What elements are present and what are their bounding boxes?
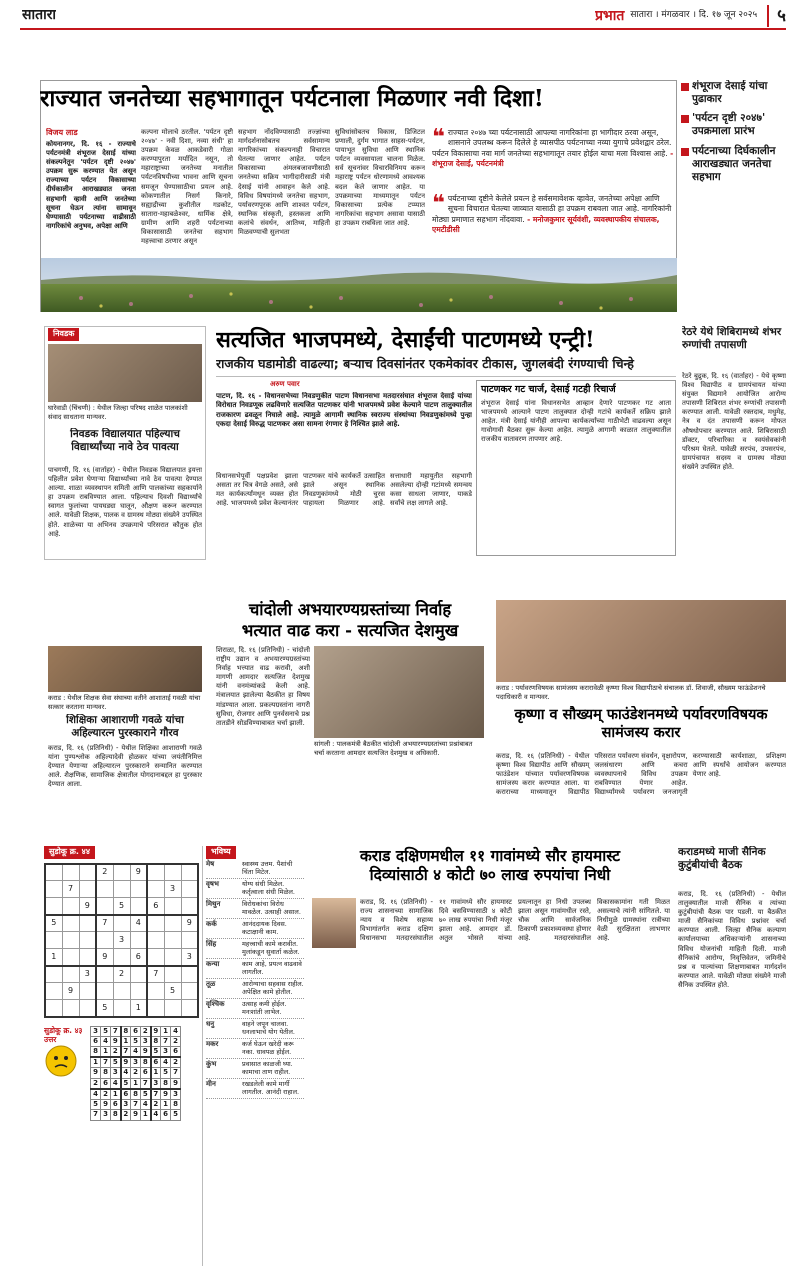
horoscope-row xyxy=(206,959,304,979)
sudoku-cell xyxy=(79,932,96,949)
sudoku-answer-cell: 1 xyxy=(131,1078,141,1089)
sudoku-answer-cell: 7 xyxy=(161,1036,171,1046)
sudoku-cell xyxy=(45,881,62,898)
sudoku-answer-cell: 1 xyxy=(121,1036,131,1046)
sudoku-answer-cell: 6 xyxy=(141,1068,151,1078)
story2-body: विधानसभेपूर्वी पक्षप्रवेश झाला असता तर चित्र वेगळे असते, असे मत कार्यकर्त्यांमधून व्यक्त होत आहे. भाजपमध्ये प्रवेश केल्यानंतर पाटणकर यांचे कार्यकर्ते उत्साहित झाले असून स्थानिक निवडणुकांमध्ये मोठी चुरस पाहायला मिळणार आहे. सत्ताधारी महायुतीत सहभागी असलेल्या दोन्ही गटांमध्ये समन्वय कसा साधला जाणार, याकडे सर्वांचे लक्ष लागले आहे. xyxy=(216,472,472,508)
sudoku-cell xyxy=(181,983,198,1000)
sudoku-answer-cell: 2 xyxy=(101,1089,111,1100)
horoscope-sign: मीन xyxy=(206,1079,216,1088)
sudoku-title: सुडोकू क्र. ४४ xyxy=(44,846,95,859)
sudoku-answer-cell: 6 xyxy=(151,1057,161,1068)
paper-logo: प्रभात xyxy=(594,7,625,24)
page-number: ५ xyxy=(767,5,786,27)
sudoku-cell xyxy=(62,932,79,949)
sudoku-cell: 3 xyxy=(79,966,96,983)
sudoku-answer-cell: 1 xyxy=(141,1110,151,1120)
horoscope-sign: कुंभ xyxy=(206,1059,217,1068)
emoji-thinking-icon xyxy=(44,1044,78,1078)
quote-mtdc-author: - मनोजकुमार सूर्यवंशी, व्यवस्थापकीय संचालक, एमटीडीसी xyxy=(432,214,660,235)
photo-mou xyxy=(496,600,786,682)
sudoku-cell xyxy=(113,983,130,1000)
sudoku-answer-cell: 4 xyxy=(101,1036,111,1046)
sudoku-answer-cell: 8 xyxy=(131,1089,141,1100)
sudoku-answer-cell: 1 xyxy=(101,1047,111,1058)
sudoku-answer-cell: 1 xyxy=(91,1057,101,1068)
sudoku-cell: 7 xyxy=(96,915,113,932)
sudoku-answer-cell: 8 xyxy=(111,1110,121,1120)
story2-byline: अरुण पवार xyxy=(270,380,300,388)
sudoku-answer-cell: 3 xyxy=(131,1057,141,1068)
sudoku-cell xyxy=(62,966,79,983)
photo-classroom xyxy=(48,344,202,402)
sudoku-grid xyxy=(44,863,200,1018)
sudoku-cell: 3 xyxy=(181,949,198,966)
sudoku-cell xyxy=(181,1000,198,1017)
sudoku-answer-cell: 9 xyxy=(111,1036,121,1046)
horoscope-text: वाहने जपून चालवा. धनलाभाचे योग येतील. xyxy=(242,1019,295,1036)
sudoku-cell xyxy=(130,932,147,949)
photo-caption: कराड : येथील शिक्षक सेवा संघाच्या वतीने आशाताई गवळी यांचा सत्कार करताना मान्यवर. xyxy=(48,694,201,711)
horoscope-row xyxy=(206,999,304,1019)
horoscope-text: प्रवासात काळजी घ्या. कामाचा ताण राहील. xyxy=(242,1059,293,1076)
sudoku-answer-cell: 9 xyxy=(141,1047,151,1058)
story3-body: शिराळा, दि. १६ (प्रतिनिधी) - चांदोली राष्ट्रीय उद्यान व अभयारण्यग्रस्तांच्या निर्वाह भत्त्यात वाढ करावी, अशी मागणी आमदार सत्यजित देशमुख यांनी वनमंत्र्यांकडे केली आहे. मंत्रालयात झालेल्या बैठकीत हा विषय मांडण्यात आला. प्रकल्पग्रस्तांना नागरी सुविधा, रोजगार आणि पुनर्वसनाचे प्रश्न तातडीने सोडविण्याबाबत चर्चा झाली. xyxy=(216,646,310,727)
sudoku-cell xyxy=(164,898,181,915)
horoscope-text: रखडलेली कामे मार्गी लागतील. आनंदी राहाल. xyxy=(242,1079,300,1096)
sudoku-answer-cell: 6 xyxy=(161,1110,171,1120)
sudoku-cell xyxy=(62,898,79,915)
sudoku-cell xyxy=(62,915,79,932)
photo-award xyxy=(48,646,202,692)
story2-box-title: पाटणकर गट चार्ज, देसाई गटही रिचार्ज xyxy=(481,384,616,395)
sudoku-answer-cell: 7 xyxy=(101,1057,111,1068)
horoscope-text: विरोधकांचा विरोध मावळेल. उत्साही असाल. xyxy=(242,899,301,916)
sudoku-answer-cell: 7 xyxy=(91,1110,101,1120)
sudoku-cell: 6 xyxy=(130,949,147,966)
sudoku-cell xyxy=(130,983,147,1000)
sudoku-answer-cell: 4 xyxy=(111,1078,121,1089)
left-headline-1: निवडक विद्यालयात पहिल्याच विद्यार्थ्यांच्या नावे ठेव पावत्या xyxy=(70,428,180,454)
sudoku-answer-cell: 3 xyxy=(171,1089,181,1100)
quote-icon: ❝ xyxy=(432,194,445,216)
sudoku-cell xyxy=(96,898,113,915)
sudoku-answer-cell: 5 xyxy=(171,1110,181,1120)
sudoku-cell xyxy=(45,898,62,915)
sudoku-answer-cell: 3 xyxy=(91,1026,101,1036)
sudoku-answer-cell: 7 xyxy=(111,1026,121,1036)
horoscope-title: भविष्य xyxy=(206,846,236,859)
horoscope-text: महत्त्वाची कामे करावीत. मुलांकडून सुवार्ता कळेल. xyxy=(242,939,300,956)
sudoku-cell: 5 xyxy=(164,983,181,1000)
horoscope-sign: कर्क xyxy=(206,919,217,928)
story6-headline: कराडमध्ये माजी सैनिक कुटुंबीयांची बैठक xyxy=(678,846,766,872)
horoscope-sign: धनु xyxy=(206,1019,215,1028)
sudoku-answer-cell: 2 xyxy=(171,1057,181,1068)
sudoku-cell xyxy=(45,983,62,1000)
lead-headline: राज्यात जनतेच्या सहभागातून पर्यटनाला मिळणार नवी दिशा! xyxy=(40,85,544,112)
sudoku-answer-cell: 2 xyxy=(131,1068,141,1078)
sudoku-answer-cell: 2 xyxy=(91,1078,101,1089)
sudoku-answer-cell: 4 xyxy=(141,1100,151,1110)
sudoku-cell xyxy=(147,881,164,898)
sudoku-answer-cell: 8 xyxy=(121,1026,131,1036)
sudoku-cell: 6 xyxy=(147,898,164,915)
sudoku-cell: 5 xyxy=(45,915,62,932)
horoscope-row xyxy=(206,939,304,959)
sudoku-answer-cell: 6 xyxy=(121,1089,131,1100)
lead-photo-landscape xyxy=(41,258,677,312)
sudoku-cell xyxy=(181,966,198,983)
sudoku-cell xyxy=(113,915,130,932)
sudoku-answer-cell: 5 xyxy=(121,1078,131,1089)
sudoku-answer-cell: 4 xyxy=(171,1026,181,1036)
sudoku-cell xyxy=(45,932,62,949)
horoscope-panel xyxy=(202,846,304,1266)
sudoku-cell xyxy=(147,932,164,949)
sudoku-cell: 9 xyxy=(79,898,96,915)
story2-headline: सत्यजित भाजपमध्ये, देसाईंची पाटणमध्ये एन्ट्री! xyxy=(216,327,595,353)
sudoku-answer-cell: 7 xyxy=(121,1047,131,1058)
sudoku-answer-cell: 5 xyxy=(151,1047,161,1058)
photo-mla-portrait xyxy=(312,898,356,948)
horoscope-text: आनंददायक दिवस. कटाक्षानी काम. xyxy=(242,919,287,936)
sudoku-answer-cell: 3 xyxy=(121,1100,131,1110)
sudoku-cell xyxy=(79,983,96,1000)
masthead xyxy=(595,5,786,27)
sudoku-cell: 3 xyxy=(164,881,181,898)
sudoku-answer-cell: 4 xyxy=(91,1089,101,1100)
sudoku-answer-cell: 7 xyxy=(171,1068,181,1078)
sudoku-answer-cell: 3 xyxy=(141,1036,151,1046)
sudoku-answer-cell: 3 xyxy=(111,1068,121,1078)
story6-body: कराड, दि. १६ (प्रतिनिधी) - येथील तालुक्यातील माजी सैनिक व त्यांच्या कुटुंबीयांची बैठक पार पडली. या बैठकीत माजी सैनिकांच्या विविध प्रश्नांवर चर्चा करण्यात आली. जिल्हा सैनिक कल्याण कार्यालयाच्या अधिकाऱ्यांनी शासनाच्या विविध योजनांची माहिती दिली. माजी सैनिकांचे आरोग्य, निवृत्तिवेतन, जमिनीचे प्रश्न व पाल्यांच्या शिक्षणाबाबत मार्गदर्शन करण्यात आले. यावेळी मोठ्या संख्येने माजी सैनिक उपस्थित होते. xyxy=(678,890,786,989)
sudoku-cell xyxy=(79,915,96,932)
right-headline: रेठरे येथे शिबिरामध्ये शंभर रुग्णांची तपासणी xyxy=(682,326,782,352)
horoscope-sign: वृश्चिक xyxy=(206,999,225,1008)
sudoku-answer-cell: 2 xyxy=(121,1110,131,1120)
sudoku-cell xyxy=(181,881,198,898)
sudoku-answer-cell: 6 xyxy=(111,1100,121,1110)
sudoku-answer-cell: 4 xyxy=(131,1047,141,1058)
horoscope-row xyxy=(206,979,304,999)
sudoku-cell xyxy=(79,864,96,881)
sudoku-cell xyxy=(62,949,79,966)
horoscope-text: योग्य संधी मिळेल. कर्तृत्वाला संधी मिळेल. xyxy=(242,879,295,896)
horoscope-sign: मकर xyxy=(206,1039,219,1048)
sudoku-answer-cell: 5 xyxy=(161,1068,171,1078)
sudoku-answer-cell: 1 xyxy=(161,1100,171,1110)
horoscope-row xyxy=(206,899,304,919)
sudoku-cell: 5 xyxy=(96,1000,113,1017)
sudoku-answer-cell: 9 xyxy=(131,1110,141,1120)
sudoku-cell xyxy=(62,1000,79,1017)
highlight-item: पर्यटनाच्या दिर्घकालीन आराखड्यात जनतेचा सहभाग xyxy=(681,145,783,184)
sudoku-cell: 9 xyxy=(181,915,198,932)
sudoku-answer-cell: 8 xyxy=(101,1068,111,1078)
highlight-item: 'पर्यटन दृष्टी २०४७' उपक्रमाला प्रारंभ xyxy=(681,112,783,138)
sudoku-cell: 1 xyxy=(45,949,62,966)
horoscope-sign: सिंह xyxy=(206,939,217,948)
left-body-1: पाचगणी, दि. १६ (वार्ताहर) - येथील निवडक विद्यालयात इयत्ता पहिलीत प्रवेश घेणाऱ्या विद्यार्थ्यांच्या नावे ठेव पावत्या देण्यात आल्या. शाळा व्यवस्थापन समिती आणि पालकांच्या सहकार्याने हा उपक्रम राबविण्यात आला. पहिल्याच दिवशी विद्यार्थ्यांचे स्वागत फुलांच्या पायघड्या घालून, औक्षण करून करण्यात आले. यावेळी शिक्षक, पालक व ग्रामस्थ मोठ्या संख्येने उपस्थित होते. शाळेच्या या अभिनव उपक्रमाचे परिसरात कौतुक होत आहे. xyxy=(48,466,202,538)
quote-minister-author: - शंभूराज देसाई, पर्यटनमंत्री xyxy=(432,148,674,169)
left-headline-2: शिक्षिका आशाराणी गवळे यांचा अहिल्यारत्न पुरस्काराने गौरव xyxy=(66,714,184,740)
sudoku-cell xyxy=(164,949,181,966)
sudoku-answer-cell: 3 xyxy=(151,1078,161,1089)
sudoku-answer-cell: 9 xyxy=(151,1026,161,1036)
sudoku-answer-cell: 3 xyxy=(101,1110,111,1120)
right-body: रेठरे बुद्रुक, दि. १६ (वार्ताहर) - येथे कृष्णा विश्व विद्यापीठ व ग्रामपंचायत यांच्या संयुक्त विद्यमाने आयोजित आरोग्य तपासणी शिबिरात शंभर रुग्णांची तपासणी करण्यात आली. यावेळी रक्तदाब, मधुमेह, नेत्र व दंत तपासणी करून मोफत औषधोपचार करण्यात आले. शिबिरासाठी डॉक्टर, परिचारिका व स्वयंसेवकांनी परिश्रम घेतले. यावेळी सरपंच, उपसरपंच, ग्रामपंचायत सदस्य व ग्रामस्थ मोठ्या संख्येने उपस्थित होते. xyxy=(682,372,786,471)
sudoku-answer-cell: 5 xyxy=(111,1057,121,1068)
sudoku-answer-cell: 9 xyxy=(161,1089,171,1100)
sudoku-answer-cell: 5 xyxy=(101,1026,111,1036)
story2-lead: पाटण, दि. १६ - विधानसभेच्या निवडणुकीत पाटण विधानसभा मतदारसंघात शंभूराज देसाई यांच्या विरोधात निवडणूक लढविणारे सत्यजित पाटणकर यांनी भाजपमध्ये प्रवेश केल्याने पाटण तालुक्यातील राजकारण ढवळून निघाले आहे. त्यामुळे आगामी स्थानिक स्वराज्य संस्थांच्या निवडणुकांमध्ये पुन्हा एकदा देसाई विरुद्ध पाटणकर असा सामना रंगणार हे निश्चित झाले आहे. xyxy=(216,392,472,429)
sudoku-cell xyxy=(147,983,164,1000)
sudoku-cell xyxy=(181,898,198,915)
sudoku-cell: 2 xyxy=(113,966,130,983)
sudoku-cell: 9 xyxy=(130,864,147,881)
sudoku-cell xyxy=(181,864,198,881)
sudoku-cell xyxy=(96,881,113,898)
edition-date: सातारा । मंगळवार । दि. १७ जून २०२५ xyxy=(630,10,758,21)
sudoku-answer-cell: 7 xyxy=(141,1078,151,1089)
photo-caption: घारेवाडी (चिंचणी) : येथील जिल्हा परिषद शाळेत पालकांशी संवाद साधताना मान्यवर. xyxy=(48,404,188,421)
sudoku-cell: 2 xyxy=(96,864,113,881)
sudoku-answer-cell: 5 xyxy=(131,1036,141,1046)
horoscope-row xyxy=(206,879,304,899)
sudoku-answer-cell: 8 xyxy=(141,1057,151,1068)
bullet-square-icon xyxy=(681,83,689,91)
section-label: निवडक xyxy=(48,328,79,341)
sudoku-cell xyxy=(164,966,181,983)
sudoku-answer-cell: 2 xyxy=(151,1100,161,1110)
horoscope-text: स्वास्थ्य उत्तम. पैशांची चिंता मिटेल. xyxy=(242,859,293,876)
sudoku-answer-cell: 2 xyxy=(111,1047,121,1058)
sudoku-cell xyxy=(147,864,164,881)
lead-highlights xyxy=(681,80,783,312)
sudoku-answer-cell: 4 xyxy=(161,1057,171,1068)
sudoku-answer-cell: 5 xyxy=(141,1089,151,1100)
section-city: सातारा xyxy=(22,7,57,23)
sudoku-answer-cell: 7 xyxy=(131,1100,141,1110)
sudoku-cell xyxy=(113,881,130,898)
story4-body: कराड, दि. १६ (प्रतिनिधी) - येथील कृष्णा विश्व विद्यापीठ आणि सौख्यम्‌ फाउंडेशन यांच्यात पर्यावरणविषयक सामंजस्य करार करण्यात आला. या कराराच्या माध्यमातून विद्यापीठ परिसरात पर्यावरण संवर्धन, वृक्षारोपण, जलसंधारण आणि कचरा व्यवस्थापनाचे विविध उपक्रम राबविण्यात येणार आहेत. विद्यार्थ्यांमध्ये पर्यावरण जनजागृती करण्यासाठी कार्यशाळा, प्रशिक्षण आणि स्पर्धांचे आयोजन करण्यात येणार आहे. xyxy=(496,752,786,797)
horoscope-text: कर्ज घेऊन खरेदी करू नका. धावपळ होईल. xyxy=(242,1039,294,1056)
sudoku-cell xyxy=(96,983,113,1000)
sudoku-cell xyxy=(45,864,62,881)
quote-mtdc: ❝ पर्यटनाच्या दृष्टीने केलेले प्रयत्न हे सर्वसमावेशक व्हावेत, जनतेच्या अपेक्षा आणि सूचना विचारात घेतल्या जाव्यात यासाठी हा उपक्रम राबवला जात आहे. नागरिकांनी मोठ्या प्रमाणात सहभाग नोंदवावा. - मनोजकुमार सूर्यवंशी, व्यवस्थापकीय संचालक, एमटीडीसी xyxy=(432,194,672,235)
story2-box-body: शंभूराज देसाई यांना विधानसभेत आव्हान देणारे पाटणकर गट आता भाजपमध्ये आल्याने पाटण तालुक्यात दोन्ही गटांचे कार्यकर्ते सक्रिय झाले आहेत. मंत्री देसाई यांनीही आपल्या कार्यकर्त्यांच्या गाठीभेटी वाढवल्या असून गावोगावी बैठका सुरू केल्या आहेत. त्यामुळे आगामी काळात तालुक्यातील राजकीय वातावरण तापणार आहे. xyxy=(481,398,671,444)
sudoku-answer-cell: 6 xyxy=(131,1026,141,1036)
horoscope-sign: मेष xyxy=(206,859,215,868)
sudoku-cell xyxy=(62,864,79,881)
sudoku-cell xyxy=(164,1000,181,1017)
horoscope-sign: कन्या xyxy=(206,959,220,968)
horoscope-row xyxy=(206,1039,304,1059)
divider xyxy=(216,376,676,377)
sudoku-cell xyxy=(164,864,181,881)
lead-column-3: सहभाग नोंदविण्यासाठी तज्ज्ञांच्या मार्गदर्शनासोबतच सर्वसामान्य नागरिकांच्या संकल्पनाही विचारात घेतल्या जाणार आहेत. पर्यटन विकासाच्या अंमलबजावणीसाठी जनतेच्या सक्रिय भागीदारीसाठी मंत्री देसाई यांनी आवाहन केले आहे. विविध विषयांमध्ये जनतेचा सहभाग, पर्यावरणपूरक आणि शाश्वत पर्यटन, स्थानिक संस्कृती, हस्तकला आणि कलांचे संवर्धन, आतिथ्य, माहिती मिळवण्याची सुलभता xyxy=(238,128,330,237)
horoscope-sign: तूळ xyxy=(206,979,216,988)
sudoku-cell: 4 xyxy=(130,915,147,932)
sudoku-answer-cell: 8 xyxy=(151,1036,161,1046)
sudoku-cell xyxy=(113,949,130,966)
sudoku-cell xyxy=(130,881,147,898)
sudoku-panel xyxy=(44,846,200,1266)
sudoku-answer-cell: 9 xyxy=(171,1078,181,1089)
horoscope-text: उत्साह कमी होईल. मनःशांती लाभेल. xyxy=(242,999,287,1016)
sudoku-cell xyxy=(147,1000,164,1017)
lead-byline: विजय लाड xyxy=(46,128,78,137)
lead-column-2: कल्पना मोलाचे ठरतील. 'पर्यटन दृष्टी २०४७' - नवी दिशा, नव्या संधी' हा उपक्रम केवळ आकडेवारी गोळा करण्यापुरता मर्यादित नसून, तो महाराष्ट्राच्या जनतेच्या मनातील पर्यटनविषयीच्या भावना आणि सूचना समजून घेण्यासाठीचा प्रयत्न आहे. कोकणातील निसर्ग किनारे, सह्याद्रीच्या कुशीतील गडकोट, सातारा-महाबळेश्वर, धार्मिक क्षेत्रे, ग्रामीण आणि शहरी पर्यटनाच्या विकासासाठी जनतेचा सहभाग महत्त्वाचा ठरणार असून xyxy=(141,128,233,246)
sudoku-answer-cell: 3 xyxy=(161,1047,171,1058)
sudoku-answer-cell: 6 xyxy=(91,1036,101,1046)
story5-headline: कराड दक्षिणमधील ११ गावांमध्ये सौर हायमास्ट दिव्यांसाठी ४ कोटी ७० लाख रुपयांचा निधी xyxy=(359,846,621,885)
sudoku-answer-cell: 1 xyxy=(151,1068,161,1078)
horoscope-sign: मिथुन xyxy=(206,899,221,908)
sudoku-answer-cell: 4 xyxy=(151,1110,161,1120)
horoscope-sign: वृषभ xyxy=(206,879,219,888)
bullet-square-icon xyxy=(681,115,689,123)
photo-caption: सांगली : पालकमंत्री बैठकीत चांदोली अभयारण्यग्रस्तांच्या प्रश्नांबाबत चर्चा करताना आमदार सत्यजित देशमुख व अधिकारी. xyxy=(314,740,473,757)
sudoku-cell xyxy=(45,1000,62,1017)
sudoku-answer-cell: 9 xyxy=(121,1057,131,1068)
sudoku-cell: 5 xyxy=(113,898,130,915)
sudoku-answer-cell: 2 xyxy=(171,1036,181,1046)
sudoku-answer-cell: 9 xyxy=(91,1068,101,1078)
sudoku-cell: 1 xyxy=(130,1000,147,1017)
sudoku-answer-cell: 4 xyxy=(121,1068,131,1078)
sudoku-cell xyxy=(181,932,198,949)
horoscope-row xyxy=(206,859,304,879)
horoscope-row xyxy=(206,1019,304,1039)
sudoku-cell xyxy=(96,932,113,949)
sudoku-answer-cell: 7 xyxy=(151,1089,161,1100)
photo-caption: कराड : पर्यावरणविषयक सामंजस्य करारावेळी कृष्णा विश्व विद्यापीठाचे संचालक डॉ. शिवाजी, सौख्यम फाऊंडेशनचे पदाधिकारी व मान्यवर. xyxy=(496,684,766,701)
sudoku-cell: 7 xyxy=(62,881,79,898)
sudoku-answer-grid xyxy=(90,1026,181,1121)
sudoku-cell xyxy=(147,915,164,932)
sudoku-cell xyxy=(164,915,181,932)
sudoku-cell xyxy=(130,898,147,915)
sudoku-cell xyxy=(79,1000,96,1017)
horoscope-row xyxy=(206,1079,304,1099)
sudoku-answer-title: सुडोकू क्र. ४३ उत्तर xyxy=(44,1025,83,1044)
sudoku-cell xyxy=(79,881,96,898)
horoscope-text: आरोग्याचा सहवास राहील. अपेक्षित कामे होतील. xyxy=(242,979,304,996)
sudoku-cell xyxy=(113,864,130,881)
sudoku-cell: 3 xyxy=(113,932,130,949)
sudoku-answer-cell: 5 xyxy=(91,1100,101,1110)
sudoku-answer-cell: 6 xyxy=(171,1047,181,1058)
sudoku-answer-cell: 8 xyxy=(171,1100,181,1110)
photo-meeting xyxy=(314,646,484,738)
sudoku-cell xyxy=(164,932,181,949)
quote-minister: ❝ राज्यात २०४७ च्या पर्यटनासाठी आपल्या नागरिकांना हा भागीदार ठरवा असून, शासनाने उपलब्ध करून दिलेले हे व्यासपीठ पर्यटनाच्या नव्या युगाचे प्रवेशद्वार ठरेल. पर्यटन विकासाचा नवा मार्ग जनतेच्या सहभागातून तयार होईल याचा मला विश्वास आहे. - शंभूराज देसाई, पर्यटनमंत्री xyxy=(432,128,674,169)
sudoku-cell xyxy=(96,966,113,983)
horoscope-text: काम आहे, प्रयत्न वाढवावे लागतील. xyxy=(242,959,302,976)
story4-headline: कृष्णा व सौख्यम्‌ फाउंडेशनमध्ये पर्यावरणविषयक सामंजस्य करार xyxy=(514,706,768,742)
sudoku-cell: 9 xyxy=(96,949,113,966)
sudoku-cell xyxy=(113,1000,130,1017)
sudoku-answer-cell: 8 xyxy=(161,1078,171,1089)
lead-column-4: सुविधांसोबतच विकास, डिजिटल प्रणाली, दुर्गम भागात साहस-पर्यटन, पायाभूत सुविधा आणि स्थानिक पर्यटन व्यवसायाला चालना मिळेल. सर्व सूचनांवर विचारविनिमय करून महाराष्ट्र पर्यटन धोरणामध्ये आवश्यक बदल केले जाणार आहेत. या उपक्रमाच्या माध्यमातून पर्यटन विकासाच्या प्रत्येक टप्प्यात नागरिकांचा सहभाग असावा यासाठी हा उपक्रम राबविला जात आहे. xyxy=(335,128,425,227)
sudoku-answer-cell: 8 xyxy=(91,1047,101,1058)
sudoku-cell: 7 xyxy=(147,966,164,983)
sudoku-answer-cell: 2 xyxy=(141,1026,151,1036)
sudoku-cell xyxy=(79,949,96,966)
sudoku-answer-cell: 1 xyxy=(111,1089,121,1100)
lead-column-1: कोयनानगर, दि. १६ - राज्याचे पर्यटनमंत्री शंभूराज देसाई यांच्या संकल्पनेतून 'पर्यटन दृष्टी २०४७' उपक्रम सुरू करण्यात येत असून राज्याच्या पर्यटन विकासाच्या दीर्घकालीन आराखड्यात जनता सहभागी व्हावी आणि जनतेच्या सूचना घेऊन त्यांना सामावून घेण्यासाठी पर्यटनाच्या वाढीसाठी नागरिकांचे अनुभव, अपेक्षा आणि xyxy=(46,140,136,230)
sudoku-answer-cell: 6 xyxy=(101,1078,111,1089)
horoscope-row xyxy=(206,1059,304,1079)
sudoku-cell xyxy=(45,966,62,983)
sudoku-cell: 9 xyxy=(62,983,79,1000)
sudoku-answer-cell: 9 xyxy=(101,1100,111,1110)
story2-box xyxy=(476,380,676,556)
left-body-2: कराड, दि. १६ (प्रतिनिधी) - येथील शिक्षिका आशाराणी गवळे यांना पुण्यश्लोक अहिल्यादेवी होळकर यांच्या जयंतीनिमित्त देण्यात येणाऱ्या अहिल्यारत्न पुरस्काराने सन्मानित करण्यात आले. शैक्षणिक, सामाजिक क्षेत्रातील योगदानाबद्दल हा पुरस्कार देण्यात आला. xyxy=(48,744,202,789)
story2-subhead: राजकीय घडामोडी वाढल्या; बऱ्याच दिवसांनंतर एकमेकांवर टीकास, जुगलबंदी रंगण्याची चिन्हे xyxy=(216,356,634,371)
quote-icon: ❝ xyxy=(432,128,445,150)
story3-headline: चांदोली अभयारण्यग्रस्तांच्या निर्वाह भत्यात वाढ करा - सत्यजित देशमुख xyxy=(241,600,459,640)
sudoku-answer-cell: 1 xyxy=(161,1026,171,1036)
horoscope-row xyxy=(206,919,304,939)
story5-body: कराड, दि. १६ (प्रतिनिधी) - राज्य शासनाच्या सामाजिक न्याय व विशेष सहाय्य विभागांतर्गत कराड दक्षिण विधानसभा मतदारसंघातील ११ गावांमध्ये सौर हायमास्ट दिवे बसविण्यासाठी ४ कोटी ७० लाख रुपयांचा निधी मंजूर झाला आहे. आमदार डॉ. अतुल भोसले यांच्या प्रयत्नातून हा निधी उपलब्ध झाला असून गावांमधील रस्ते, चौक आणि सार्वजनिक ठिकाणी प्रकाशव्यवस्था होणार आहे. मतदारसंघातील विकासकामांना गती मिळत असल्याचे त्यांनी सांगितले. या निधीमुळे ग्रामस्थांना रात्रीच्या वेळी सुरक्षितता लाभणार आहे. xyxy=(360,898,670,943)
sudoku-cell xyxy=(147,949,164,966)
sudoku-cell xyxy=(130,966,147,983)
bullet-square-icon xyxy=(681,148,689,156)
highlight-item: शंभूराज देसाई यांचा पुढाकार xyxy=(681,80,783,106)
header-rule xyxy=(20,28,786,30)
